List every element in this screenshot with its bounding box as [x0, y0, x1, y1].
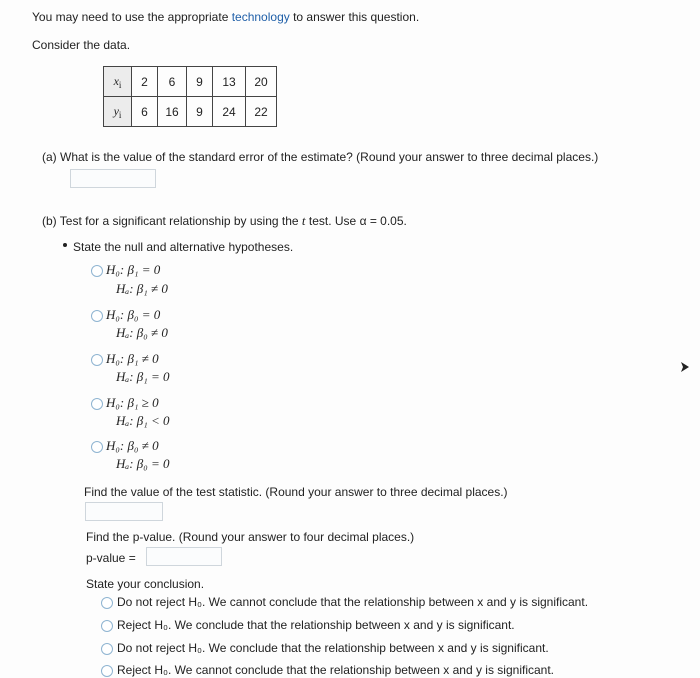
ha-statement: Hₐ: β₁ < 0 — [116, 413, 170, 428]
std-error-answer-field[interactable] — [70, 169, 156, 188]
intro-text — [32, 10, 419, 24]
part-b-question: (b) Test for a significant relationship by using the t test. Use α = 0.05. — [42, 213, 407, 228]
part-a-question: (a) What is the value of the standard error of the estimate? (Round your answer to three decimal places.) — [42, 150, 599, 164]
h0-statement: H₀: β₀ ≠ 0 — [106, 438, 159, 453]
table-cell: 6 — [132, 97, 158, 127]
radio-button[interactable] — [101, 665, 113, 677]
bullet-point — [63, 243, 67, 247]
table-cell: 9 — [187, 67, 213, 97]
conclusion-label: Do not reject H₀. We cannot conclude that the relationship between x and y is significant. — [117, 595, 589, 609]
radio-button[interactable] — [91, 354, 103, 366]
conclusion-label: Reject H₀. We conclude that the relationship between x and y is significant. — [117, 618, 515, 632]
radio-button[interactable] — [91, 310, 103, 322]
ha-statement: Hₐ: β₀ = 0 — [116, 456, 170, 471]
hypotheses-prompt: State the null and alternative hypotheses. — [73, 240, 294, 254]
pvalue-answer-field[interactable] — [146, 547, 222, 566]
conclusion-prompt: State your conclusion. — [86, 577, 205, 591]
radio-button[interactable] — [91, 265, 103, 277]
technology-link[interactable]: technology — [231, 10, 290, 24]
intro-suffix: to answer this question. — [289, 10, 420, 24]
table-cell: 6 — [158, 67, 187, 97]
data-table — [103, 66, 277, 127]
ha-statement: Hₐ: β₁ = 0 — [116, 369, 170, 384]
intro-prefix: You may need to use the appropriate — [32, 10, 232, 24]
cursor-icon — [680, 361, 690, 373]
h0-statement: H₀: β₀ = 0 — [106, 307, 161, 322]
radio-button[interactable] — [91, 441, 103, 453]
radio-button[interactable] — [101, 597, 113, 609]
table-cell: 22 — [246, 97, 277, 127]
h0-statement: H₀: β₁ ≠ 0 — [106, 351, 159, 366]
table-cell: 20 — [246, 67, 277, 97]
table-cell: 16 — [158, 97, 187, 127]
table-row-y — [104, 97, 277, 127]
pvalue-prompt: Find the p-value. (Round your answer to four decimal places.) — [86, 530, 415, 544]
h0-statement: H₀: β₁ = 0 — [106, 262, 161, 277]
x-header: $x_i$ — [104, 67, 132, 97]
table-cell: 9 — [187, 97, 213, 127]
conclusion-label: Do not reject H₀. We conclude that the relationship between x and y is significant. — [117, 641, 549, 655]
consider-text: Consider the data. — [32, 38, 131, 52]
pvalue-label: p-value = — [86, 551, 136, 565]
ha-statement: Hₐ: β₀ ≠ 0 — [116, 325, 168, 340]
table-cell: 24 — [213, 97, 246, 127]
ha-statement: Hₐ: β₁ ≠ 0 — [116, 281, 168, 296]
test-stat-prompt: Find the value of the test statistic. (Round your answer to three decimal places.) — [84, 485, 508, 499]
radio-button[interactable] — [101, 643, 113, 655]
table-row-x — [104, 67, 277, 97]
table-cell: 2 — [132, 67, 158, 97]
conclusion-label: Reject H₀. We cannot conclude that the relationship between x and y is significant. — [117, 663, 555, 677]
y-header: $y_i$ — [104, 97, 132, 127]
table-cell: 13 — [213, 67, 246, 97]
radio-button[interactable] — [91, 398, 103, 410]
test-stat-answer-field[interactable] — [85, 502, 163, 521]
h0-statement: H₀: β₁ ≥ 0 — [106, 395, 159, 410]
radio-button[interactable] — [101, 620, 113, 632]
